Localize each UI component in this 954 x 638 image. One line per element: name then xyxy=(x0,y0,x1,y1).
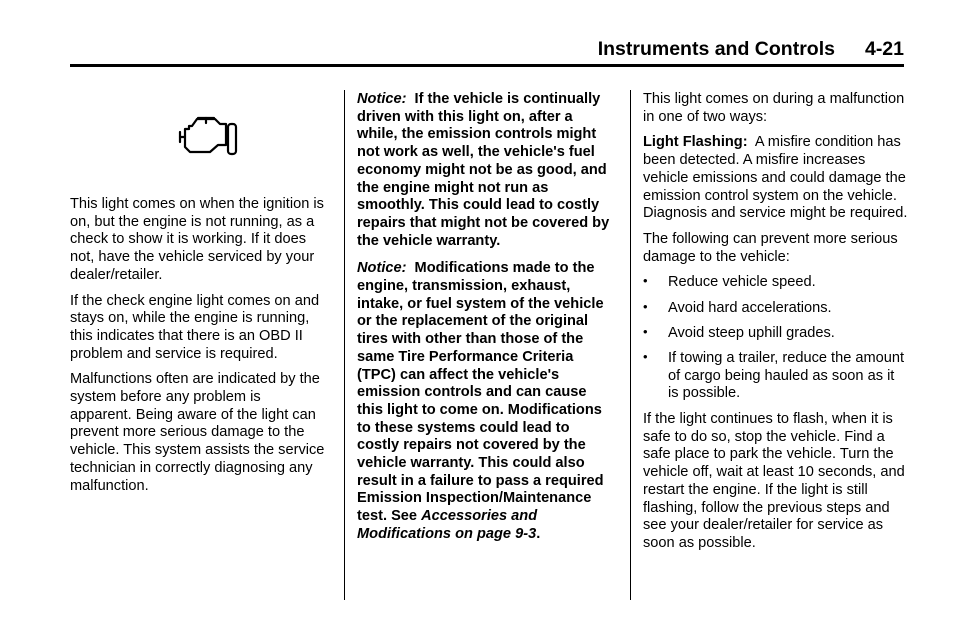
page-number: 4-21 xyxy=(864,38,904,60)
notice-label: Notice: xyxy=(357,91,407,107)
page-header xyxy=(598,38,904,61)
notice-paragraph xyxy=(357,260,615,543)
prevention-list xyxy=(643,274,908,403)
flashing-text: A misfire condition has been detected. A misfire increases vehicle emissions and could damage the emission control system on the vehicle. Diagnosis and service might be required. xyxy=(643,134,908,222)
check-engine-icon xyxy=(168,114,240,160)
list-item: • If towing a trailer, reduce the amount of cargo being hauled as soon as it is possible. xyxy=(643,348,905,402)
header-rule xyxy=(70,64,904,67)
paragraph: Malfunctions often are indicated by the system before any problem is apparent. Being aware of the light can prevent more serious damage to the vehicle. This system assists the service technician in correctly diagnosing any malfunction. xyxy=(70,371,325,494)
column-divider-2 xyxy=(630,90,631,600)
intro-paragraph: This light comes on during a malfunction in one of two ways: xyxy=(643,91,905,125)
list-item: • Avoid hard accelerations. xyxy=(643,298,832,316)
see-suffix: . xyxy=(536,525,541,542)
column-1 xyxy=(70,196,325,503)
column-3 xyxy=(643,91,908,561)
closing-paragraph: If the light continues to flash, when it is safe to do so, stop the vehicle. Find a safe place to park the vehicle. Turn the vehicle off, wait at least 10 seconds, and restart the engine. If the light is still flashing, follow the previous steps and see your dealer/retailer for service as soon as possible. xyxy=(643,411,905,551)
flashing-paragraph xyxy=(643,134,908,223)
bullet: • xyxy=(643,323,648,339)
cross-reference-link[interactable]: Accessories and Modifications on page 9-3 xyxy=(357,508,538,542)
notice-text: If the vehicle is continually driven with this light on, after a while, the emission controls might not work as well, the vehicle's fuel economy might not be as good, and the engine might not run as smoothly. This could lead to costly repairs that might not be covered by the vehicle warranty. xyxy=(357,91,610,249)
flashing-label: Light Flashing: xyxy=(643,134,748,151)
notice-text: Modifications made to the engine, transmission, exhaust, intake, or fuel system of the vehicle or the replacement of the original tires with other than those of the same Tire Performance Criteria (TPC) can affect the vehicle's emission controls and can cause this light to come on. Modifications to these systems could lead to costly repairs not covered by the vehicle warranty. This could also result in a failure to pass a required Emission Inspection/Maintenance test. xyxy=(357,260,604,525)
paragraph: This light comes on when the ignition is on, but the engine is not running, as a check to show it is working. If it does not, have the vehicle serviced by your dealer/retailer. xyxy=(70,196,324,283)
see-prefix: See xyxy=(391,508,418,525)
bullet: • xyxy=(643,348,648,364)
prevent-intro: The following can prevent more serious damage to the vehicle: xyxy=(643,230,898,265)
list-item: • Reduce vehicle speed. xyxy=(643,273,816,291)
notice-paragraph xyxy=(357,91,615,250)
section-title: Instruments and Controls xyxy=(597,38,835,60)
bullet: • xyxy=(643,273,648,289)
notice-label: Notice: xyxy=(357,260,407,277)
list-item: • Avoid steep uphill grades. xyxy=(643,323,835,341)
paragraph: If the check engine light comes on and stays on, while the engine is running, this indicates that there is an OBD II problem and service is required. xyxy=(70,292,320,362)
bullet: • xyxy=(643,298,648,314)
column-2 xyxy=(357,91,615,554)
column-divider-1 xyxy=(344,90,345,600)
